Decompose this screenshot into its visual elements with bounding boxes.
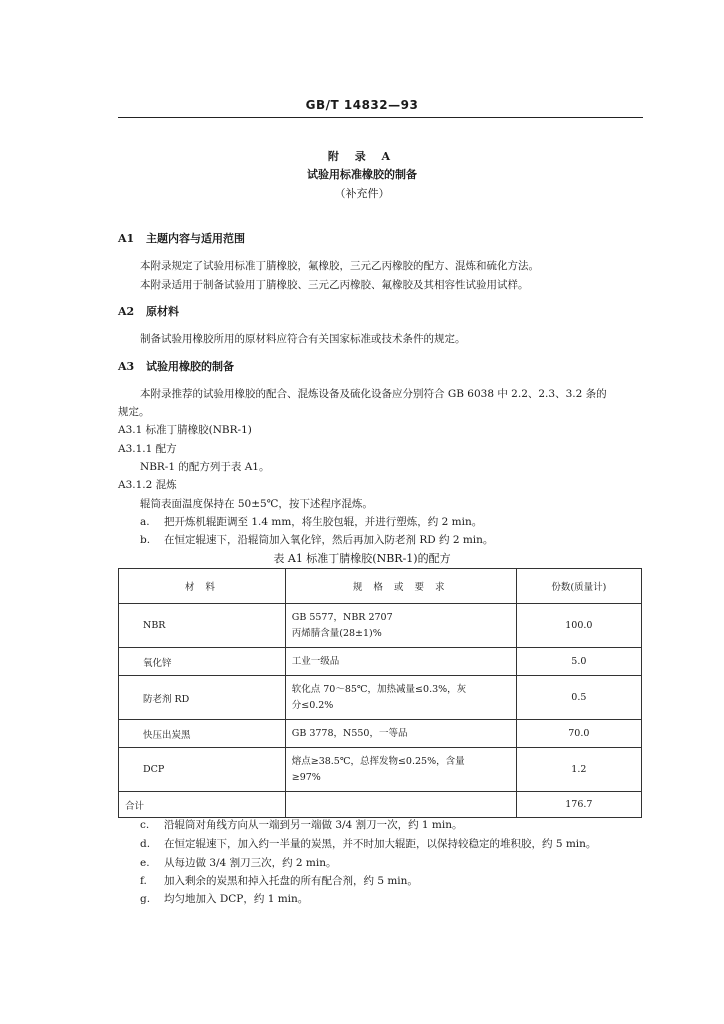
cell-spec [285,676,516,720]
step-e [140,855,337,870]
step-d-marker: d. [140,838,151,850]
step-d [140,836,596,851]
cell-spec [285,720,516,748]
section-a1-heading [118,230,245,246]
table-row [119,676,642,720]
step-a-marker: a. [140,516,150,528]
cell-spec [285,748,516,792]
appendix-note: （补充件） [334,187,390,200]
cell-total-label: 合计 [119,792,286,818]
section-a2-heading [118,303,179,319]
table-caption: 表 A1 标准丁腈橡胶(NBR-1)的配方 [273,552,451,565]
header-material: 材 料 [119,569,286,604]
cell-parts: 0.5 [516,676,641,720]
header-rule [118,117,643,118]
cell-material: DCP [119,748,286,792]
section-a2-title: 原材料 [146,305,179,318]
table-row-total [119,792,642,818]
cell-material: 防老剂 RD [119,676,286,720]
step-f [140,873,418,888]
section-a3-number: A3 [118,360,135,373]
section-a3-heading [118,358,234,374]
cell-spec-line1: 工业一级品 [291,655,340,667]
section-a3-paragraph: 本附录推荐的试验用橡胶的配合、混炼设备及硫化设备应分别符合 GB 6038 中 2.2、2.3、3.2 条的 [140,388,607,400]
formulation-table [118,568,642,818]
step-g-text: 均匀地加入 DCP，约 1 min。 [164,893,309,905]
cell-spec-line1: GB 5577，NBR 2707 [291,611,393,623]
section-a2-number: A2 [118,305,135,318]
cell-parts: 100.0 [516,604,641,648]
step-c-text: 沿辊筒对角线方向从一端到另一端做 3/4 割刀一次，约 1 min。 [164,819,463,831]
step-g [140,891,308,906]
cell-parts: 5.0 [516,648,641,676]
step-e-text: 从每边做 3/4 割刀三次，约 2 min。 [164,857,337,869]
document-code: GB/T 14832—93 [305,98,419,112]
cell-parts: 1.2 [516,748,641,792]
section-a3-paragraph-cont: 规定。 [118,406,150,418]
section-a1-paragraph-1: 本附录规定了试验用标准丁腈橡胶，氟橡胶，三元乙丙橡胶的配方、混炼和硫化方法。 [140,260,539,272]
section-a2-paragraph: 制备试验用橡胶所用的原材料应符合有关国家标准或技术条件的规定。 [140,333,466,345]
cell-material: 氧化锌 [119,648,286,676]
appendix-subtitle: 试验用标准橡胶的制备 [307,168,417,181]
table-row [119,604,642,648]
step-b-text: 在恒定辊速下，沿辊筒加入氧化锌，然后再加入防老剂 RD 约 2 min。 [164,534,494,546]
step-a-text: 把开炼机辊距调至 1.4 mm，将生胶包辊，并进行塑炼，约 2 min。 [164,516,483,528]
table-row [119,720,642,748]
table-header-row [119,569,642,604]
cell-spec [285,604,516,648]
subsection-a3-1-2-text: 辊筒表面温度保持在 50±5℃，按下述程序混炼。 [140,498,373,510]
section-a1-paragraph-2: 本附录适用于制备试验用丁腈橡胶、三元乙丙橡胶、氟橡胶及其相容性试验用试样。 [140,279,529,291]
header-spec: 规 格 或 要 求 [285,569,516,604]
section-a1-title: 主题内容与适用范围 [146,232,245,245]
cell-spec [285,648,516,676]
cell-material: 快压出炭黑 [119,720,286,748]
cell-spec-line1: 熔点≥38.5℃，总挥发物≤0.25%，含量 [291,755,465,767]
cell-material: NBR [119,604,286,648]
step-b-marker: b. [140,534,151,546]
step-f-marker: f. [140,875,147,887]
cell-spec-line2: ≥97% [291,771,321,783]
section-a3-title: 试验用橡胶的制备 [146,360,234,373]
cell-spec [285,792,516,818]
step-c [140,817,463,832]
step-f-text: 加入剩余的炭黑和掉入托盘的所有配合剂，约 5 min。 [164,875,418,887]
step-a [140,514,482,529]
step-b [140,532,493,547]
section-a1-number: A1 [118,232,135,245]
cell-parts: 70.0 [516,720,641,748]
table-row [119,748,642,792]
subsection-a3-1-1-text: NBR-1 的配方列于表 A1。 [140,461,270,473]
subsection-a3-1-2: A3.1.2 混炼 [118,479,177,491]
step-d-text: 在恒定辊速下，加入约一半量的炭黑，并不时加大辊距，以保持较稳定的堆积胶，约 5 min。 [164,838,597,850]
step-e-marker: e. [140,857,150,869]
subsection-a3-1-1: A3.1.1 配方 [118,443,177,455]
cell-spec-line2: 丙烯腈含量(28±1)% [291,627,382,639]
cell-spec-line1: 软化点 70～85℃，加热减量≤0.3%，灰 [291,683,467,695]
cell-total-parts: 176.7 [516,792,641,818]
cell-spec-line1: GB 3778，N550，一等品 [291,727,408,739]
appendix-title: 附 录 A [327,150,397,163]
subsection-a3-1: A3.1 标准丁腈橡胶(NBR-1) [118,424,252,436]
step-c-marker: c. [140,819,150,831]
cell-spec-line2: 分≤0.2% [291,699,334,711]
table-row [119,648,642,676]
step-g-marker: g. [140,893,151,905]
header-parts: 份数(质量计) [516,569,641,604]
